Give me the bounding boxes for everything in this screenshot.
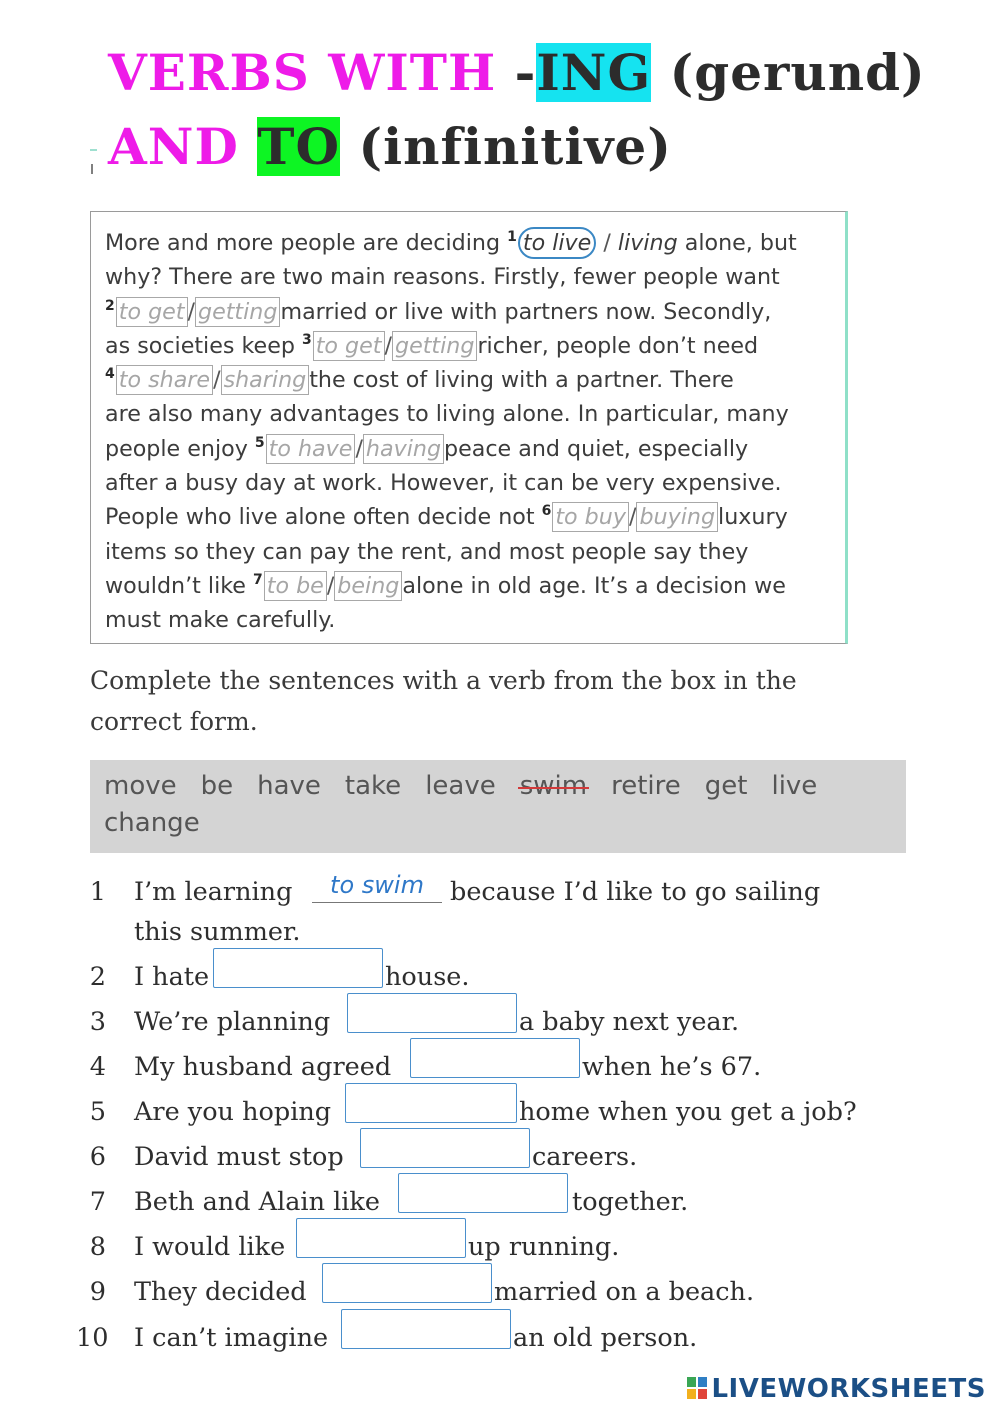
answer-input[interactable] bbox=[341, 1309, 511, 1349]
title-verbs-with: VERBS WITH bbox=[108, 43, 515, 102]
word-struck: swim bbox=[520, 768, 587, 805]
sentence-6: 6 David must stop careers. bbox=[0, 1137, 1000, 1182]
reading-line: are also many advantages to living alone. In particular, many bbox=[105, 401, 789, 428]
reading-line: $^4$ to share / sharing the cost of living with a partner. There bbox=[105, 366, 734, 394]
reading-line: wouldn’t like $^7$ to be / being alone in old age. It’s a decision we bbox=[105, 571, 786, 599]
answer-input[interactable] bbox=[410, 1038, 580, 1078]
choice-option[interactable]: getting bbox=[392, 331, 477, 361]
word: change bbox=[104, 808, 200, 838]
choice-option[interactable]: to get bbox=[116, 297, 188, 327]
reading-line: People who live alone often decide not $^6$ to buy / buying luxury bbox=[105, 503, 788, 531]
word: get bbox=[704, 771, 748, 801]
sentence-2: 2 I hate house. bbox=[0, 957, 1000, 1002]
sentence-4: 4 My husband agreed when he’s 67. bbox=[0, 1047, 1000, 1092]
choice-option[interactable]: to buy bbox=[552, 502, 629, 532]
reading-line: after a busy day at work. However, it can be very expensive. bbox=[105, 470, 782, 497]
answer-input[interactable] bbox=[398, 1173, 568, 1213]
choice-option[interactable]: buying bbox=[636, 502, 718, 532]
example-answer: to swim bbox=[312, 868, 442, 903]
sentence-1 bbox=[0, 871, 1000, 947]
title-ing-highlight: ING bbox=[536, 43, 652, 102]
circled-option: to live bbox=[518, 227, 596, 259]
choice-option[interactable]: to share bbox=[116, 365, 213, 395]
reading-line: More and more people are deciding $^1$ to live / living alone, but bbox=[105, 226, 835, 260]
reading-passage bbox=[90, 211, 848, 644]
reading-line: people enjoy $^5$ to have / having peace and quiet, especially bbox=[105, 434, 749, 462]
sentence-text: this summer. bbox=[134, 917, 301, 947]
reading-line: as societies keep $^3$ to get / getting richer, people don’t need bbox=[105, 331, 759, 359]
stray-mark bbox=[88, 146, 98, 176]
word-box bbox=[90, 760, 906, 853]
sentence-10: 10 I can’t imagine an old person. bbox=[0, 1318, 1000, 1363]
liveworksheets-footer bbox=[686, 1374, 986, 1404]
sentence-7: 7 Beth and Alain like together. bbox=[0, 1182, 1000, 1227]
title-infinitive: (infinitive) bbox=[340, 117, 672, 176]
choice-option[interactable]: being bbox=[334, 571, 402, 601]
choice-option[interactable]: sharing bbox=[221, 365, 310, 395]
reading-line: items so they can pay the rent, and most people say they bbox=[105, 538, 749, 565]
title-and: AND bbox=[108, 117, 258, 176]
sentence-number: 1 bbox=[89, 877, 106, 907]
brand-name: LIVEWORKSHEETS bbox=[711, 1374, 986, 1404]
option-living: living bbox=[617, 230, 678, 256]
reading-line: must make carefully. bbox=[105, 607, 336, 634]
title-gerund: (gerund) bbox=[651, 43, 926, 102]
word: leave bbox=[425, 771, 496, 801]
choice-option[interactable]: getting bbox=[195, 297, 280, 327]
answer-input[interactable] bbox=[345, 1083, 517, 1123]
word: move bbox=[104, 771, 177, 801]
choice-option[interactable]: to be bbox=[264, 571, 327, 601]
word: retire bbox=[611, 771, 681, 801]
title-to-highlight: TO bbox=[257, 117, 341, 176]
title-line-1 bbox=[108, 40, 926, 106]
sentence-3: 3 We’re planning a baby next year. bbox=[0, 1002, 1000, 1047]
choice-option[interactable]: having bbox=[363, 434, 444, 464]
answer-input[interactable] bbox=[347, 993, 517, 1033]
instruction-text: Complete the sentences with a verb from the box in the correct form. bbox=[90, 666, 797, 736]
sentence-text: because I’d like to go sailing bbox=[450, 877, 821, 907]
answer-input[interactable] bbox=[296, 1218, 466, 1258]
answer-input[interactable] bbox=[322, 1263, 492, 1303]
sentence-text: I’m learning bbox=[134, 877, 293, 907]
liveworksheets-logo-icon bbox=[686, 1376, 708, 1400]
item-number: 1 bbox=[507, 229, 517, 245]
word: take bbox=[344, 771, 402, 801]
reading-line: $^2$ to get / getting married or live with partners now. Secondly, bbox=[105, 297, 772, 325]
sentence-8: 8 I would like up running. bbox=[0, 1227, 1000, 1272]
reading-line: why? There are two main reasons. Firstly, fewer people want bbox=[105, 264, 780, 291]
title-dash: - bbox=[514, 43, 537, 102]
sentence-5: 5 Are you hoping home when you get a job? bbox=[0, 1092, 1000, 1137]
answer-input[interactable] bbox=[213, 948, 383, 988]
title-line-2 bbox=[108, 114, 672, 180]
word: live bbox=[771, 771, 818, 801]
sentence-9: 9 They decided married on a beach. bbox=[0, 1272, 1000, 1317]
word: have bbox=[257, 771, 321, 801]
answer-input[interactable] bbox=[360, 1128, 530, 1168]
choice-option[interactable]: to get bbox=[313, 331, 385, 361]
word: be bbox=[200, 771, 234, 801]
choice-option[interactable]: to have bbox=[266, 434, 356, 464]
